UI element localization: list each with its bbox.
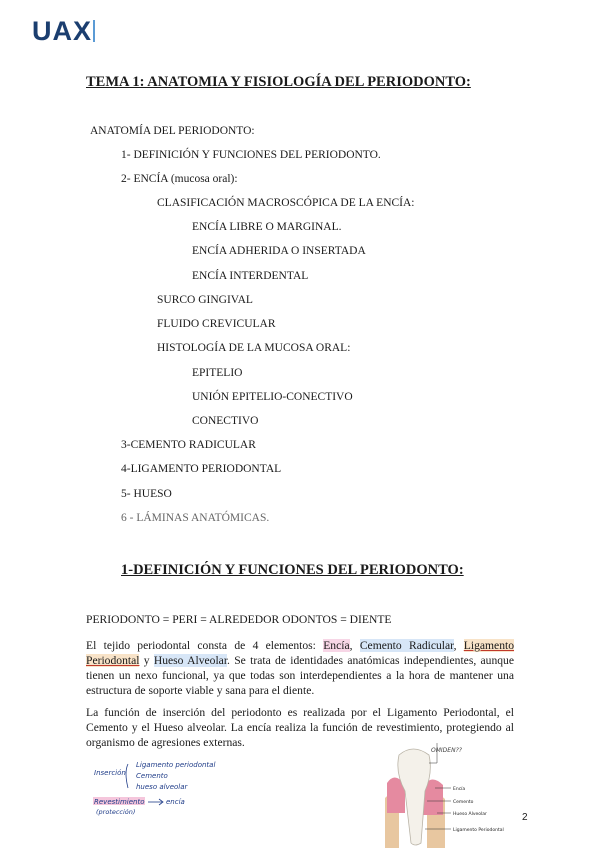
note-insercion: Inserción — [94, 769, 126, 777]
note-ligamento: Ligamento periodontal — [136, 761, 216, 769]
toc-item-2a: CLASIFICACIÓN MACROSCÓPICA DE LA ENCÍA: — [157, 197, 415, 209]
note-hueso: hueso alveolar — [136, 783, 188, 791]
paragraph-function: La función de inserción del periodonto es realizada por el Ligamento Periodontal, el Cemento y el Hueso alveolar. La encía realiza la función de revestimiento, protegiendo al organismo de agresiones externas. — [86, 706, 514, 749]
logo-accent-bar — [93, 20, 95, 42]
toc-item-2a1: ENCÍA LIBRE O MARGINAL. — [192, 221, 342, 233]
toc-item-2d: HISTOLOGÍA DE LA MUCOSA ORAL: — [157, 342, 351, 354]
note-encia: encía — [166, 798, 185, 806]
page-number: 2 — [522, 812, 528, 823]
definition-line: PERIODONTO = PERI = ALREDEDOR ODONTOS = DIENTE — [86, 613, 392, 626]
toc-item-2b: SURCO GINGIVAL — [157, 294, 253, 306]
toc-item-5: 5- HUESO — [121, 488, 172, 500]
toc-item-6: 6 - LÁMINAS ANATÓMICAS. — [121, 512, 270, 524]
section-title: 1-DEFINICIÓN Y FUNCIONES DEL PERIODONTO: — [121, 562, 464, 578]
para-sep: , — [453, 639, 464, 652]
highlight-cemento: Cemento Radicular — [359, 639, 454, 652]
para-sep: y — [139, 654, 154, 667]
note-omiden: OMIDEN?? — [431, 747, 462, 754]
paragraph-elements — [86, 638, 514, 698]
toc-item-2a3: ENCÍA INTERDENTAL — [192, 270, 309, 282]
para-text: . Se trata de identidades anatómicas independientes, aunque tienen un nexo funcional, ya que todas son interdependientes a la hora de mantener una estructura de soporte viable y sana para el diente. — [86, 654, 514, 697]
highlight-hueso: Hueso Alveolar — [153, 654, 228, 667]
periodontium-figure — [385, 743, 505, 848]
label-ligamento: Ligamento Periodontal — [453, 828, 504, 833]
para-sep: , — [349, 639, 360, 652]
toc-item-2a2: ENCÍA ADHERIDA O INSERTADA — [192, 245, 366, 257]
label-encia: Encía — [453, 787, 466, 792]
handwritten-notes — [90, 755, 270, 825]
toc-item-2d2: UNIÓN EPITELIO-CONECTIVO — [192, 391, 353, 403]
toc-item-2d1: EPITELIO — [192, 367, 243, 379]
note-revestimiento: Revestimiento — [94, 798, 145, 806]
toc-item-4: 4-LIGAMENTO PERIODONTAL — [121, 463, 282, 475]
note-proteccion: (protección) — [96, 808, 136, 816]
note-cemento: Cemento — [136, 772, 168, 780]
para-text: El tejido periodontal consta de 4 elementos: — [86, 639, 324, 652]
toc-heading: ANATOMÍA DEL PERIODONTO: — [90, 125, 255, 137]
toc-item-3: 3-CEMENTO RADICULAR — [121, 439, 256, 451]
toc-item-2: 2- ENCÍA (mucosa oral): — [121, 173, 238, 185]
page-title: TEMA 1: ANATOMIA Y FISIOLOGÍA DEL PERIODONTO: — [86, 74, 471, 90]
highlight-ligamento: Ligamento Periodontal — [86, 639, 515, 667]
uax-logo: UAX — [32, 16, 93, 46]
highlight-encia: Encía — [323, 639, 350, 652]
label-hueso: Hueso Alveolar — [453, 812, 487, 817]
label-cemento: Cemento — [453, 800, 474, 805]
toc-item-2d3: CONECTIVO — [192, 415, 259, 427]
toc-item-1: 1- DEFINICIÓN Y FUNCIONES DEL PERIODONTO. — [121, 149, 381, 161]
toc-item-2c: FLUIDO CREVICULAR — [157, 318, 276, 330]
